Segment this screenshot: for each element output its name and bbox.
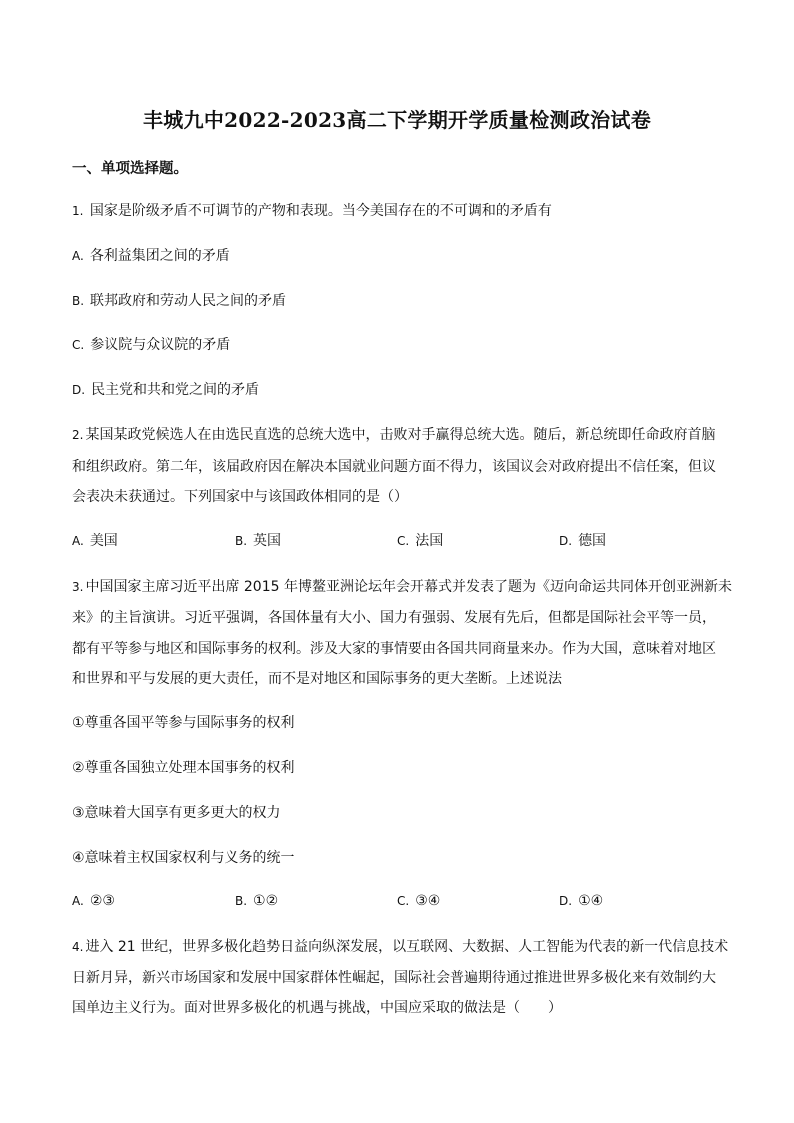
question-text: 国家是阶级矛盾不可调节的产物和表现。当今美国存在的不可调和的矛盾有 [89,203,552,219]
question-number: 1. [72,204,84,218]
question-3-line-1: 3. 中国国家主席习近平出席 2015 年博鳌亚洲论坛年会开幕式并发表了题为《迈向命运共同体开创亚洲新未 [72,579,732,595]
question-number: 3. [72,580,84,594]
q2-option-d: D. 德国 [559,533,607,549]
q2-option-a: A. 美国 [72,533,118,549]
exam-title: 丰城九中2022-2023高二下学期开学质量检测政治试卷 [142,108,652,132]
q3-statement-2: ②尊重各国独立处理本国事务的权利 [72,760,295,776]
question-3-line-4: 和世界和平与发展的更大责任，而不是对地区和国际事务的更大垄断。上述说法 [72,671,562,687]
q3-option-b: B. ①② [235,893,279,909]
q3-statement-1: ①尊重各国平等参与国际事务的权利 [72,715,295,731]
question-3-line-3: 都有平等参与地区和国际事务的权利。涉及大家的事情要由各国共同商量来办。作为大国，意味着对地区 [72,641,716,657]
q1-option-c: C. 参议院与众议院的矛盾 [72,337,231,353]
question-2-line-2: 和组织政府。第二年，该届政府因在解决本国就业问题方面不得力，该国议会对政府提出不信任案，但议 [72,459,716,475]
q1-option-b: B. 联邦政府和劳动人民之间的矛盾 [72,293,287,309]
question-4-line-3: 国单边主义行为。面对世界多极化的机遇与挑战，中国应采取的做法是（ ） [72,1000,562,1016]
question-4-line-1: 4. 进入 21 世纪，世界多极化趋势日益向纵深发展，以互联网、大数据、人工智能为代表的新一代信息技术 [72,939,729,955]
question-number: 4. [72,940,84,954]
question-4-line-2: 日新月异，新兴市场国家和发展中国家群体性崛起，国际社会普遍期待通过推进世界多极化来有效制约大 [72,970,716,986]
question-2-line-1: 2. 某国某政党候选人在由选民直选的总统大选中，击败对手赢得总统大选。随后，新总统即任命政府首脑 [72,427,716,443]
q3-statement-3: ③意味着大国享有更多更大的权力 [72,805,281,821]
q3-statement-4: ④意味着主权国家权利与义务的统一 [72,850,295,866]
q1-option-a: A. 各利益集团之间的矛盾 [72,248,230,264]
section-heading: 一、单项选择题。 [72,161,188,177]
question-3-line-2: 来》的主旨演讲。习近平强调，各国体量有大小、国力有强弱、发展有先后，但都是国际社会平等一员， [72,610,716,626]
question-2-line-3: 会表决未获通过。下列国家中与该国政体相同的是（） [72,489,408,505]
q2-option-c: C. 法国 [397,533,444,549]
question-1 [72,201,552,221]
q2-option-b: B. 英国 [235,533,282,549]
q3-option-a: A. ②③ [72,893,115,909]
q3-option-d: D. ①④ [559,893,604,909]
q1-option-d: D. 民主党和共和党之间的矛盾 [72,382,260,398]
question-number: 2. [72,428,84,442]
q3-option-c: C. ③④ [397,893,441,909]
